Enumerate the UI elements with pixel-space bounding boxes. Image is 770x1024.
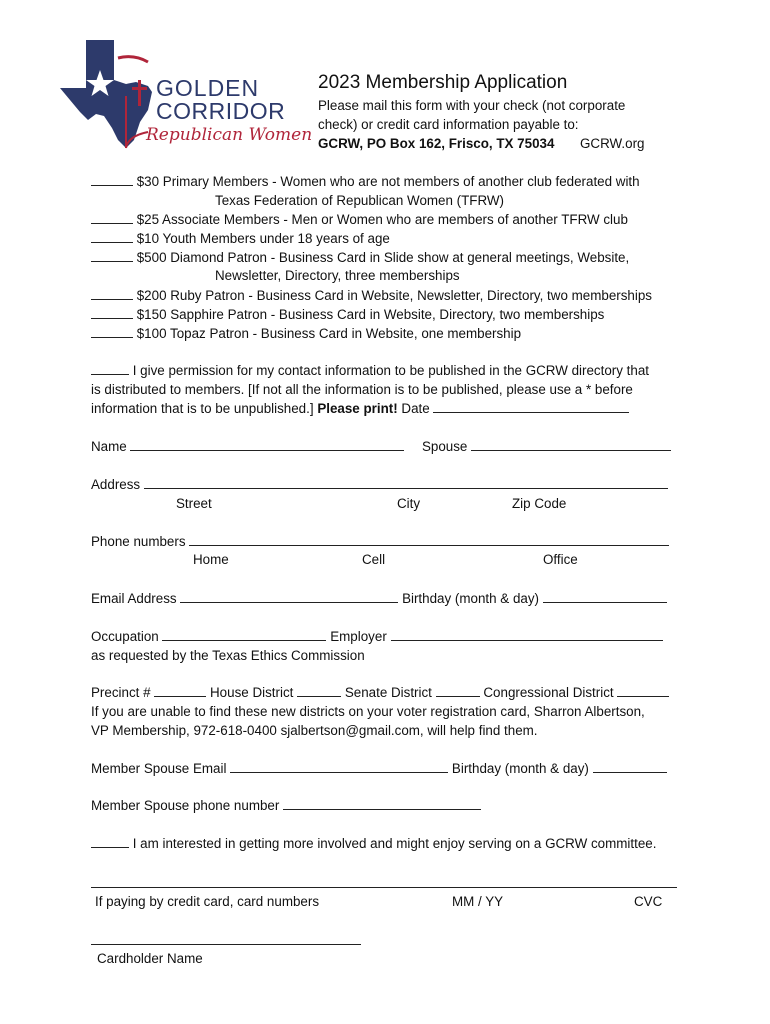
membership-option-topaz[interactable] <box>91 324 521 343</box>
website-link[interactable]: GCRW.org <box>580 136 645 151</box>
checkbox-line <box>91 172 133 186</box>
date-field[interactable] <box>433 399 629 413</box>
ethics-note: as requested by the Texas Ethics Commission <box>91 648 365 663</box>
name-row: Name Spouse <box>91 437 671 456</box>
cardholder-line[interactable] <box>91 944 361 945</box>
membership-label: $500 Diamond Patron - Business Card in Slide show at general meetings, Website, <box>136 250 630 265</box>
permission-line3: information that is to be unpublished.] Please print! Date <box>91 399 629 418</box>
address-field[interactable] <box>144 475 668 489</box>
street-label: Street <box>176 496 212 511</box>
permission-line1[interactable]: I give permission for my contact information to be published in the GCRW directory that <box>91 361 649 380</box>
membership-option-ruby[interactable] <box>91 286 652 305</box>
name-field[interactable] <box>130 437 404 451</box>
checkbox-line <box>91 248 133 262</box>
zip-label: Zip Code <box>512 496 567 511</box>
form-title: 2023 Membership Application <box>318 72 568 93</box>
home-label: Home <box>193 552 229 567</box>
cell-label: Cell <box>362 552 386 567</box>
please-print: Please print! <box>317 401 398 416</box>
card-number-label: If paying by credit card, card numbers <box>95 894 320 909</box>
membership-label: $200 Ruby Patron - Business Card in Website, Newsletter, Directory, two memberships <box>136 288 652 303</box>
mmyy-label: MM / YY <box>452 894 504 909</box>
office-label: Office <box>543 552 578 567</box>
employer-field[interactable] <box>391 627 663 641</box>
congressional-district-field[interactable] <box>617 683 669 697</box>
precinct-field[interactable] <box>154 683 206 697</box>
spouse-email-field[interactable] <box>230 759 448 773</box>
city-label: City <box>397 496 421 511</box>
membership-label: $25 Associate Members - Men or Women who are members of another TFRW club <box>136 212 628 227</box>
checkbox-line <box>91 834 129 848</box>
checkbox-line <box>91 210 133 224</box>
spouse-birthday-field[interactable] <box>593 759 667 773</box>
occupation-row: Occupation Employer <box>91 627 663 646</box>
spouse-email-row: Member Spouse Email Birthday (month & day) <box>91 759 667 778</box>
membership-continuation: Texas Federation of Republican Women (TFRW) <box>215 193 505 208</box>
membership-label: $10 Youth Members under 18 years of age <box>136 231 390 246</box>
permission-line2: is distributed to members. [If not all the information is to be published, please use a * before <box>91 382 633 397</box>
phone-row: Phone numbers <box>91 532 669 551</box>
membership-option-diamond[interactable] <box>91 248 629 267</box>
membership-label: $100 Topaz Patron - Business Card in Website, one membership <box>136 326 522 341</box>
membership-option-youth[interactable] <box>91 229 390 248</box>
membership-option-primary[interactable] <box>91 172 640 191</box>
membership-option-sapphire[interactable] <box>91 305 604 324</box>
mailing-address: GCRW, PO Box 162, Frisco, TX 75034 <box>318 136 555 151</box>
card-number-line[interactable] <box>91 887 677 888</box>
gcrw-logo <box>56 36 314 154</box>
phone-field[interactable] <box>189 532 669 546</box>
checkbox-line <box>91 324 133 338</box>
spouse-phone-row: Member Spouse phone number <box>91 796 481 815</box>
checkbox-line <box>91 286 133 300</box>
occupation-field[interactable] <box>162 627 326 641</box>
instructions-line2: check) or credit card information payable to: <box>318 117 579 132</box>
email-field[interactable] <box>180 589 398 603</box>
spouse-phone-field[interactable] <box>283 796 481 810</box>
districts-row: Precinct # House District Senate District Congressional District <box>91 683 669 702</box>
checkbox-line <box>91 361 129 375</box>
logo-script: Republican Women <box>146 125 313 145</box>
districts-help-line2: VP Membership, 972-618-0400 sjalbertson@gmail.com, will help find them. <box>91 723 538 738</box>
cvc-label: CVC <box>634 894 663 909</box>
districts-help-line1: If you are unable to find these new districts on your voter registration card, Sharron Albertson, <box>91 704 645 719</box>
senate-district-field[interactable] <box>436 683 480 697</box>
date-label: Date <box>401 401 430 416</box>
spouse-field[interactable] <box>471 437 671 451</box>
membership-label: $30 Primary Members - Women who are not members of another club federated with <box>136 174 640 189</box>
membership-option-associate[interactable] <box>91 210 628 229</box>
birthday-field[interactable] <box>543 589 667 603</box>
interest-row[interactable]: I am interested in getting more involved and might enjoy serving on a GCRW committee. <box>91 834 656 853</box>
instructions-line1: Please mail this form with your check (not corporate <box>318 98 626 113</box>
checkbox-line <box>91 305 133 319</box>
cross-icon <box>138 80 141 106</box>
email-row: Email Address Birthday (month & day) <box>91 589 667 608</box>
address-row: Address <box>91 475 668 494</box>
logo-line2: CORRIDOR <box>156 98 286 124</box>
membership-label: $150 Sapphire Patron - Business Card in Website, Directory, two memberships <box>136 307 605 322</box>
cardholder-label: Cardholder Name <box>97 951 203 966</box>
membership-continuation: Newsletter, Directory, three memberships <box>215 268 460 283</box>
checkbox-line <box>91 229 133 243</box>
house-district-field[interactable] <box>297 683 341 697</box>
logo-line1: GOLDEN <box>156 75 260 101</box>
